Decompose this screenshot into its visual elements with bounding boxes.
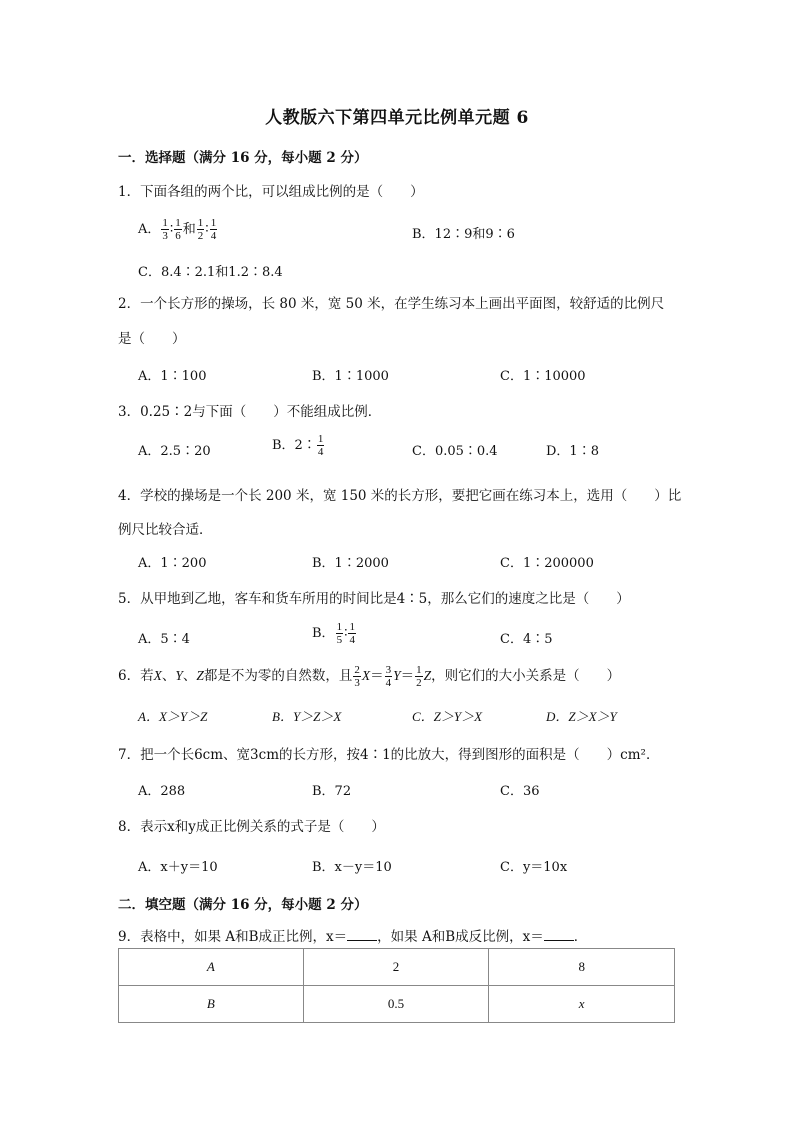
fraction: $\frac{3}{4}$	[385, 664, 392, 689]
question-7-stem: 7．把一个长6cm、宽3cm的长方形，按4∶1的比放大，得到图形的面积是（ ）cm²．	[118, 747, 660, 763]
fraction: $\frac{1}{3}$	[162, 217, 168, 242]
question-6-option-d[interactable]: D．Z＞X＞Y	[546, 709, 617, 724]
fraction: $\frac{1}{2}$	[197, 217, 204, 242]
table-cell: 8	[489, 949, 675, 986]
stem-text: 都是不为零的自然数，且	[203, 668, 353, 684]
option-label: B．	[312, 626, 335, 641]
fraction: $\frac{1}{5}$	[336, 621, 343, 646]
question-8-option-a[interactable]: A．x＋y＝10	[138, 860, 218, 875]
question-7-option-c[interactable]: C．36	[500, 784, 540, 799]
fraction: $\frac{1}{2}$	[416, 664, 422, 689]
fraction: $\frac{1}{4}$	[317, 433, 324, 458]
connector-text: 和	[182, 222, 196, 237]
question-7-option-b[interactable]: B．72	[312, 784, 352, 799]
question-6-stem: 6．若X、Y、Z都是不为零的自然数，且 $\frac{2}{3}$ X＝ $\frac{3}{4}$ Y＝ $\frac{1}{2}$ Z，则它们的大小关系是（ ）	[118, 664, 621, 689]
question-1-option-a[interactable]: A． $\frac{1}{3}$ ∶ $\frac{1}{6}$ 和 $\frac{1}{2}$ ∶ $\frac{1}{4}$	[138, 217, 217, 242]
question-4-option-b[interactable]: B．1∶2000	[312, 556, 389, 571]
table-cell: 0.5	[303, 986, 489, 1023]
answer-blank-2[interactable]	[544, 928, 574, 941]
fraction: $\frac{2}{3}$	[354, 664, 360, 689]
question-3-stem: 3．0.25∶2与下面（ ）不能组成比例．	[118, 404, 382, 420]
section-heading-choice: 一．选择题（满分 16 分，每小题 2 分）	[118, 150, 368, 166]
question-5-option-c[interactable]: C．4∶5	[500, 632, 553, 647]
question-4-option-a[interactable]: A．1∶200	[138, 556, 207, 571]
question-2-option-a[interactable]: A．1∶100	[138, 369, 207, 384]
question-9-table	[118, 948, 675, 1023]
stem-text: ，如果 A和B成反比例，x＝	[377, 929, 544, 945]
question-7-option-a[interactable]: A．288	[138, 784, 186, 799]
question-1-option-c[interactable]: C．8.4∶2.1和1.2∶8.4	[138, 265, 283, 280]
question-3-option-b[interactable]	[272, 433, 325, 458]
option-label: A．	[138, 222, 161, 237]
question-2-option-b[interactable]: B．1∶1000	[312, 369, 389, 384]
answer-blank-1[interactable]	[347, 928, 377, 941]
question-6-option-b[interactable]: B．Y＞Z＞X	[272, 709, 342, 724]
table-row	[119, 949, 675, 986]
question-6-option-a[interactable]: A．X＞Y＞Z	[138, 709, 208, 724]
question-2-stem-line2: 是（ ）	[118, 331, 186, 347]
question-4-stem-line2: 例尺比较合适．	[118, 522, 213, 538]
page-title: 人教版六下第四单元比例单元题 6	[265, 108, 529, 128]
table-cell: B	[119, 986, 304, 1023]
section-heading-fill-in: 二．填空题（满分 16 分，每小题 2 分）	[118, 897, 368, 913]
fraction: $\frac{1}{4}$	[349, 621, 355, 646]
question-9-stem	[118, 925, 587, 945]
question-5-option-a[interactable]: A．5∶4	[138, 632, 190, 647]
question-2-stem-line1: 2．一个长方形的操场，长 80 米，宽 50 米，在学生练习本上画出平面图，较舒适的比例尺	[118, 296, 665, 312]
question-1-stem: 1．下面各组的两个比，可以组成比例的是（ ）	[118, 184, 424, 200]
question-5-stem: 5．从甲地到乙地，客车和货车所用的时间比是4∶5，那么它们的速度之比是（ ）	[118, 591, 630, 607]
option-label: B．2∶	[272, 438, 316, 453]
stem-text: 9．表格中，如果 A和B成正比例，x＝	[118, 929, 348, 945]
question-8-stem: 8．表示x和y成正比例关系的式子是（ ）	[118, 819, 385, 835]
question-3-option-c[interactable]: C．0.05∶0.4	[412, 444, 498, 459]
fraction: $\frac{1}{6}$	[175, 217, 181, 242]
question-6-option-c[interactable]: C．Z＞Y＞X	[412, 709, 483, 724]
table-cell: x	[489, 986, 675, 1023]
table-row	[119, 986, 675, 1023]
fraction: $\frac{1}{4}$	[210, 217, 217, 242]
question-8-option-c[interactable]: C．y＝10x	[500, 860, 568, 875]
question-1-option-b[interactable]: B．12∶9和9∶6	[412, 227, 515, 242]
stem-text: ．	[573, 929, 588, 945]
stem-text: ，则它们的大小关系是（ ）	[431, 668, 621, 684]
question-3-option-d[interactable]: D．1∶8	[546, 444, 599, 459]
question-8-option-b[interactable]: B．x－y＝10	[312, 860, 392, 875]
question-5-option-b[interactable]: B． $\frac{1}{5}$ ∶ $\frac{1}{4}$	[312, 621, 355, 646]
question-4-stem-line1: 4．学校的操场是一个长 200 米，宽 150 米的长方形，要把它画在练习本上，选用（ ）比	[118, 488, 682, 504]
question-3-option-a[interactable]: A．2.5∶20	[138, 444, 211, 459]
table-cell: 2	[303, 949, 489, 986]
question-4-option-c[interactable]: C．1∶200000	[500, 556, 594, 571]
question-2-option-c[interactable]: C．1∶10000	[500, 369, 586, 384]
table-cell: A	[119, 949, 304, 986]
stem-text: 6．若	[118, 668, 154, 684]
